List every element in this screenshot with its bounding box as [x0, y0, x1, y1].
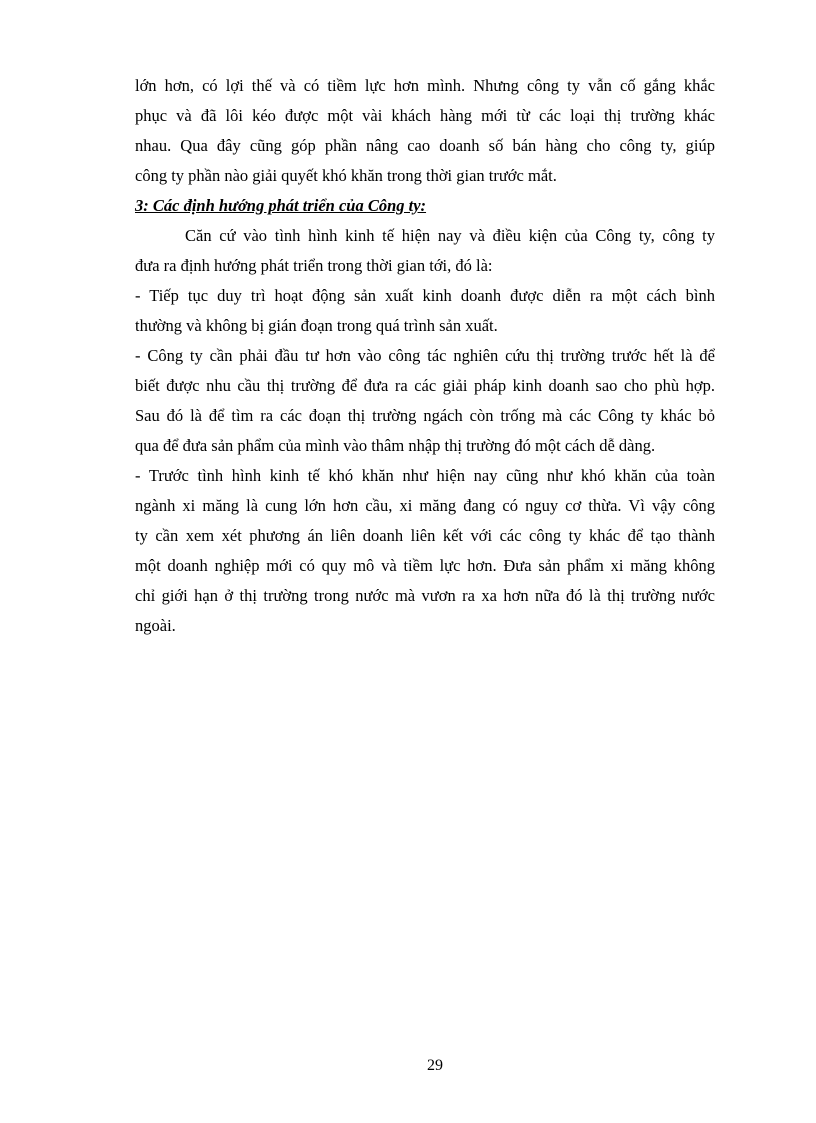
bullet-line: - Trước tình hình kinh tế khó khăn như hiện nay cũng như khó khăn của toàn	[135, 466, 715, 485]
body-line: nhau. Qua đây cũng góp phần nâng cao doanh số bán hàng cho công ty, giúp	[135, 136, 715, 155]
bullet-line: - Tiếp tục duy trì hoạt động sản xuất kinh doanh được diễn ra một cách bình	[135, 286, 715, 305]
body-line: lớn hơn, có lợi thế và có tiềm lực hơn mình. Nhưng công ty vẫn cố gắng khắc	[135, 76, 715, 95]
body-line: công ty phần nào giải quyết khó khăn trong thời gian trước mắt.	[135, 166, 557, 185]
bullet-line: qua để đưa sản phẩm của mình vào thâm nhập thị trường đó một cách dễ dàng.	[135, 436, 656, 455]
body-line: đưa ra định hướng phát triển trong thời gian tới, đó là:	[135, 256, 493, 275]
bullet-line: ngành xi măng là cung lớn hơn cầu, xi măng đang có nguy cơ thừa. Vì vậy công	[135, 496, 715, 515]
bullet-line: ty cần xem xét phương án liên doanh liên kết với các công ty khác để tạo thành	[135, 526, 715, 545]
body-line: Căn cứ vào tình hình kinh tế hiện nay và điều kiện của Công ty, công ty	[185, 226, 715, 245]
bullet-line: ngoài.	[135, 616, 176, 635]
bullet-line: một doanh nghiệp mới có quy mô và tiềm lực hơn. Đưa sản phẩm xi măng không	[135, 556, 715, 575]
bullet-line: - Công ty cần phải đầu tư hơn vào công tác nghiên cứu thị trường trước hết là để	[135, 346, 715, 365]
page-number: 29	[427, 1057, 443, 1074]
body-line: phục và đã lôi kéo được một vài khách hàng mới từ các loại thị trường khác	[135, 106, 715, 125]
bullet-line: Sau đó là để tìm ra các đoạn thị trường ngách còn trống mà các Công ty khác bỏ	[135, 406, 715, 425]
bullet-line: thường và không bị gián đoạn trong quá trình sản xuất.	[135, 316, 498, 335]
bullet-line: biết được nhu cầu thị trường để đưa ra các giải pháp kinh doanh sao cho phù hợp.	[135, 376, 715, 395]
bullet-line: chỉ giới hạn ở thị trường trong nước mà vươn ra xa hơn nữa đó là thị trường nước	[135, 586, 715, 605]
section-heading: 3: Các định hướng phát triển của Công ty:	[135, 196, 427, 215]
